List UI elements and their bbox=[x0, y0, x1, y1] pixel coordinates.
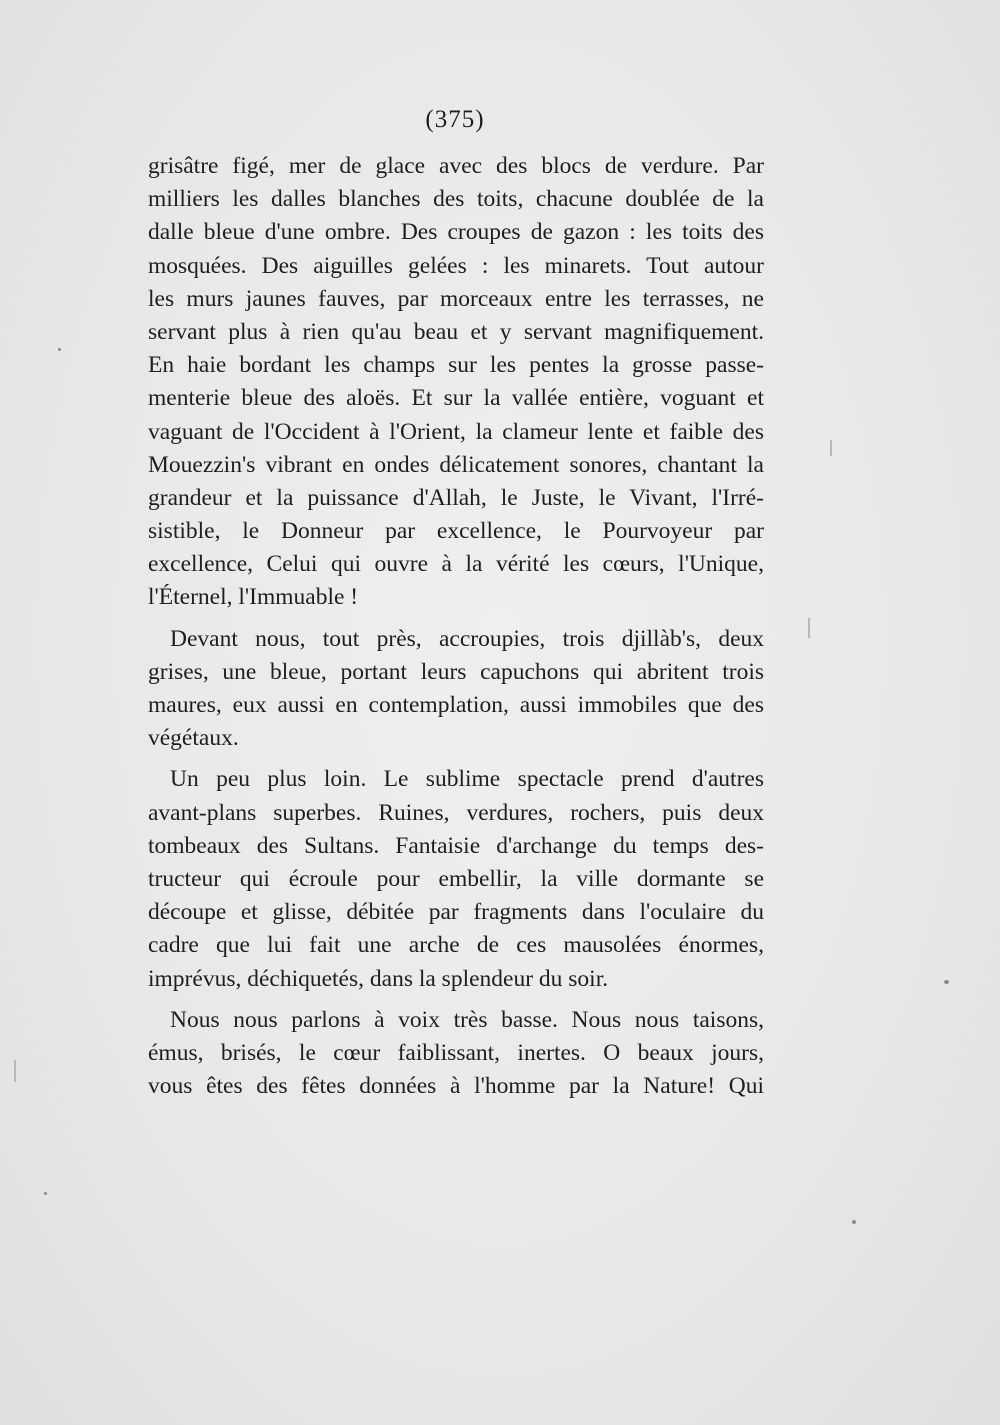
text-line: Un peu plus loin. Le sublime spectacle prend d'autres bbox=[170, 766, 764, 793]
text-line: tombeaux des Sultans. Fantaisie d'archange du temps des- bbox=[148, 832, 764, 859]
text-line: végétaux. bbox=[148, 725, 239, 752]
text-line: Devant nous, tout près, accroupies, trois djillàb's, deux bbox=[170, 625, 764, 652]
paragraph bbox=[148, 1004, 764, 1104]
paper-speck bbox=[944, 980, 949, 984]
text-line: tructeur qui écroule pour embellir, la ville dormante se bbox=[148, 865, 764, 892]
text-line: maures, eux aussi en contemplation, aussi immobiles que des bbox=[148, 692, 764, 718]
text-line: excellence, Celui qui ouvre à la vérité les cœurs, l'Unique, bbox=[148, 551, 764, 578]
text-line: grises, une bleue, portant leurs capuchons qui abritent trois bbox=[148, 658, 764, 685]
text-line: Mouezzin's vibrant en ondes délicatement sonores, chantant la bbox=[148, 451, 764, 478]
text-line: imprévus, déchiquetés, dans la splendeur du soir. bbox=[148, 965, 609, 992]
text-line: vous êtes des fêtes données à l'homme par la Nature! Qui bbox=[148, 1073, 764, 1100]
text-line: les murs jaunes fauves, par morceaux entre les terrasses, ne bbox=[148, 285, 764, 312]
text-line: cadre que lui fait une arche de ces mausolées énormes, bbox=[148, 932, 764, 959]
text-line: découpe et glisse, débitée par fragments dans l'oculaire du bbox=[148, 899, 764, 926]
text-line: l'Éternel, l'Immuable ! bbox=[148, 584, 359, 611]
text-line: dalle bleue d'une ombre. Des croupes de gazon : les toits des bbox=[148, 219, 764, 246]
text-line: sistible, le Donneur par excellence, le Pourvoyeur par bbox=[148, 518, 764, 545]
paper-speck bbox=[44, 1192, 47, 1195]
text-line: En haie bordant les champs sur les pentes la grosse passe- bbox=[148, 352, 764, 379]
text-line: avant-plans superbes. Ruines, verdures, rochers, puis deux bbox=[148, 799, 764, 826]
paragraph bbox=[148, 150, 764, 615]
paragraph bbox=[148, 763, 764, 995]
text-line: mosquées. Des aiguilles gelées : les minarets. Tout autour bbox=[148, 252, 764, 279]
text-line: émus, brisés, le cœur faiblissant, inertes. O beaux jours, bbox=[148, 1039, 764, 1066]
text-line: milliers les dalles blanches des toits, chacune doublée de la bbox=[148, 186, 764, 213]
paper-speck bbox=[58, 348, 61, 351]
paper-edge-mark bbox=[830, 440, 832, 456]
text-line: Nous nous parlons à voix très basse. Nous nous taisons, bbox=[170, 1006, 764, 1033]
body-text bbox=[148, 150, 764, 1111]
paper-edge-mark bbox=[808, 618, 810, 638]
paper-edge-mark bbox=[14, 1060, 16, 1082]
text-line: servant plus à rien qu'au beau et y servant magnifiquement. bbox=[148, 318, 764, 345]
text-line: menterie bleue des aloës. Et sur la vallée entière, voguant et bbox=[148, 385, 764, 412]
paragraph bbox=[148, 623, 764, 756]
text-line: grisâtre figé, mer de glace avec des blocs de verdure. Par bbox=[148, 153, 764, 179]
paper-speck bbox=[852, 1220, 856, 1224]
text-line: vaguant de l'Occident à l'Orient, la clameur lente et faible des bbox=[148, 418, 764, 445]
text-line: grandeur et la puissance d'Allah, le Juste, le Vivant, l'Irré- bbox=[148, 484, 764, 511]
page-number: (375) bbox=[425, 106, 485, 133]
